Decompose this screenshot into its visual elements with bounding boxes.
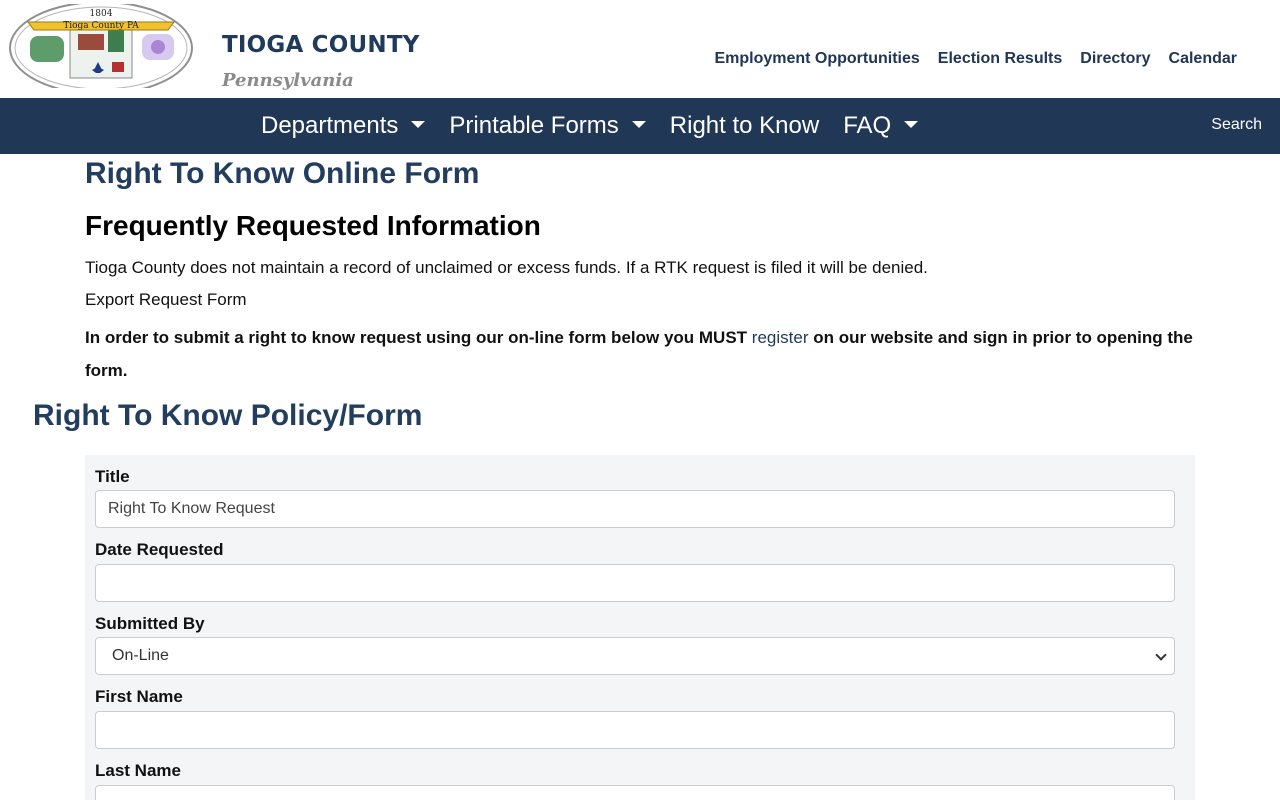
submitted-by-label: Submitted By [95, 614, 205, 633]
search-link[interactable]: Search [1211, 116, 1262, 133]
title-label: Title [95, 467, 130, 486]
top-link-directory[interactable]: Directory [1080, 50, 1151, 67]
first-name-input[interactable] [95, 711, 1175, 749]
logo-banner-text: Tioga County PA [63, 21, 139, 31]
top-link-election-results[interactable]: Election Results [937, 50, 1063, 67]
page-title: Right To Know Online Form [85, 157, 480, 190]
submitted-by-select[interactable] [95, 637, 1175, 675]
nav-item-right-to-know[interactable] [670, 112, 819, 140]
logo-year-text: 1804 [89, 9, 113, 19]
last-name-input[interactable] [95, 785, 1175, 800]
nav-items [261, 98, 918, 154]
county-seal-logo[interactable] [8, 4, 194, 88]
last-name-label: Last Name [95, 761, 181, 780]
site-header [0, 0, 1280, 98]
caret-down-icon [411, 121, 425, 128]
register-link[interactable]: register [751, 328, 809, 347]
nav-item-departments[interactable] [261, 112, 425, 140]
title-input[interactable] [95, 490, 1175, 528]
site-subtitle: Pennsylvania [222, 70, 354, 91]
top-links [714, 50, 1237, 68]
instruction-text-before: In order to submit a right to know request using our on-line form below you MUST [85, 328, 752, 347]
submitted-by-value: On-Line [112, 647, 169, 664]
site-name[interactable]: TIOGA COUNTY [222, 32, 420, 58]
top-link-employment[interactable]: Employment Opportunities [714, 50, 920, 67]
caret-down-icon [904, 121, 918, 128]
nav-item-label: Right to Know [669, 112, 820, 139]
export-request-form-link[interactable]: Export Request Form [85, 290, 247, 309]
section-title: Frequently Requested Information [85, 210, 541, 241]
caret-down-icon [632, 121, 646, 128]
main-navbar [0, 98, 1280, 154]
instruction-text-after: on our website and sign in prior to opening the form. [85, 328, 1193, 380]
top-link-calendar[interactable]: Calendar [1168, 50, 1237, 67]
nav-item-label: Departments [261, 112, 399, 139]
register-instruction [85, 321, 1195, 387]
date-requested-label: Date Requested [95, 540, 224, 559]
policy-form-title: Right To Know Policy/Form [33, 399, 423, 432]
chevron-down-icon [1155, 649, 1166, 660]
unclaimed-funds-notice: Tioga County does not maintain a record of unclaimed or excess funds. If a RTK request is filed it will be denied. [85, 258, 928, 277]
date-requested-input[interactable] [95, 564, 1175, 602]
nav-item-label: FAQ [843, 112, 892, 139]
nav-item-printable-forms[interactable] [449, 112, 645, 140]
rtk-form [85, 455, 1195, 800]
nav-item-label: Printable Forms [449, 112, 619, 139]
first-name-label: First Name [95, 687, 183, 706]
nav-item-faq[interactable] [843, 112, 918, 140]
